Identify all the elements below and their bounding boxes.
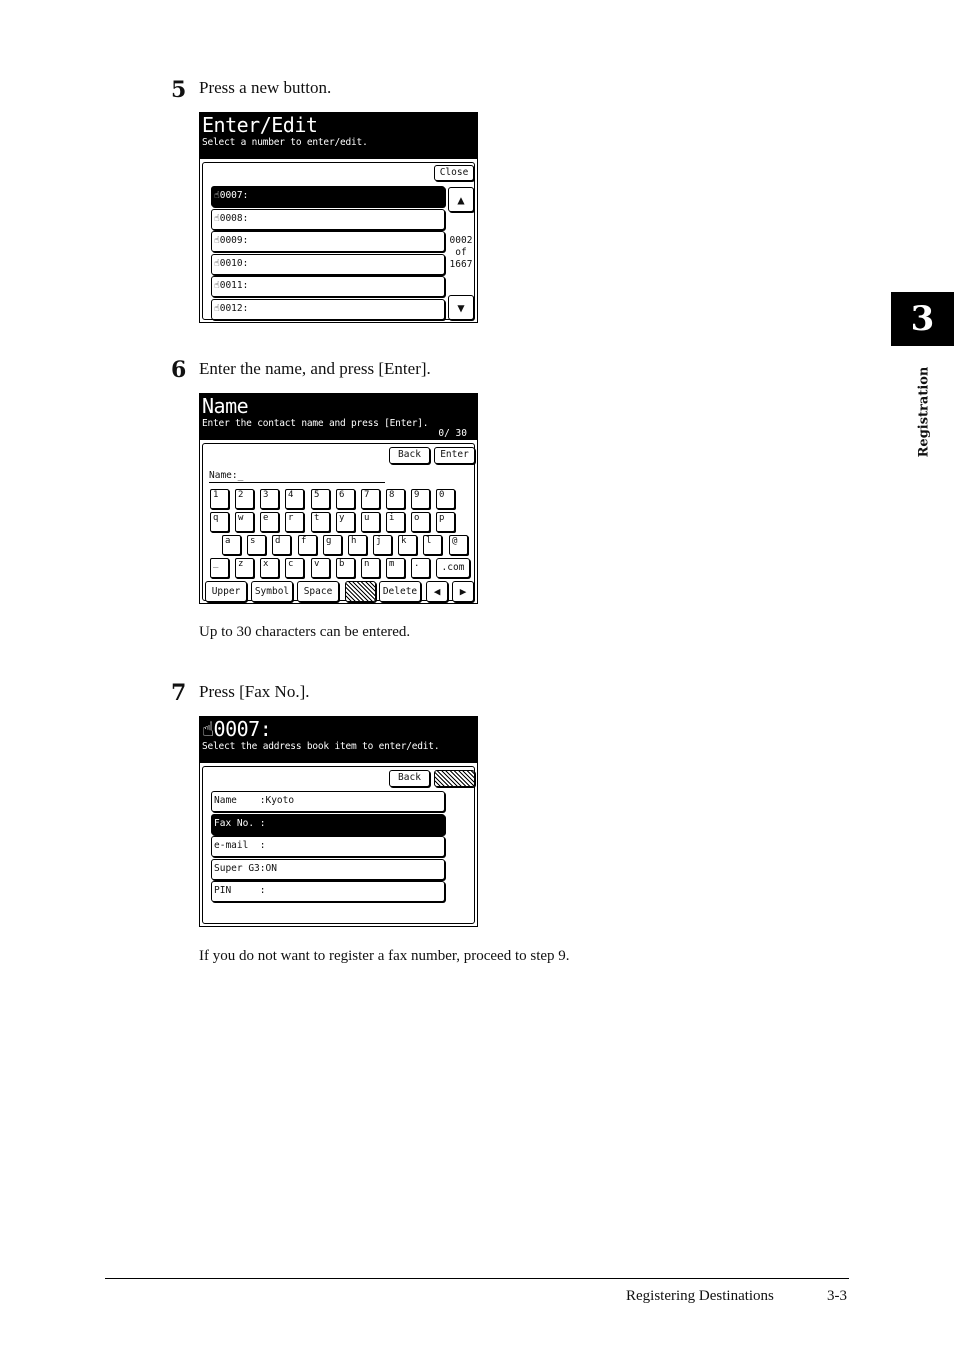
item-row-pin[interactable]: PIN : [211, 881, 445, 902]
name-input[interactable] [209, 470, 385, 483]
list-item-0011[interactable]: ☝0011: [211, 276, 445, 297]
hand-icon: ☝ [214, 258, 220, 269]
hand-icon: ☝ [214, 235, 220, 246]
left-arrow-icon: ◀ [433, 585, 441, 598]
key-f[interactable]: f [298, 535, 317, 555]
key-c[interactable]: c [285, 558, 304, 578]
item-row-email[interactable]: e-mail : [211, 836, 445, 857]
key-w[interactable]: w [235, 512, 254, 532]
right-arrow-icon: ▶ [459, 585, 467, 598]
key-2[interactable]: 2 [235, 489, 254, 509]
scroll-down-button[interactable] [448, 295, 474, 320]
screen-title: Enter/Edit [202, 113, 318, 137]
hand-icon: ☝ [214, 190, 220, 201]
hand-icon: ☝ [214, 303, 220, 314]
screen-body [202, 162, 475, 320]
item-row-super-g3[interactable]: Super G3:ON [211, 859, 445, 880]
key-m[interactable]: m [386, 558, 405, 578]
key-5[interactable]: 5 [311, 489, 330, 509]
step-text-5: Press a new button. [199, 78, 332, 97]
step-number-7: 7 [171, 680, 187, 706]
key-e[interactable]: e [260, 512, 279, 532]
note-step-7: If you do not want to register a fax number, proceed to step 9. [199, 948, 570, 964]
key-z[interactable]: z [235, 558, 254, 578]
key-s[interactable]: s [247, 535, 266, 555]
step-number-5: 5 [171, 77, 187, 103]
back-button[interactable]: Back [389, 770, 430, 787]
key-6[interactable]: 6 [336, 489, 355, 509]
key-7[interactable]: 7 [361, 489, 380, 509]
note-step-6: Up to 30 characters can be entered. [199, 624, 411, 640]
hand-icon: ☝ [214, 280, 220, 291]
step-text-7: Press [Fax No.]. [199, 682, 310, 701]
key-y[interactable]: y [336, 512, 355, 532]
screen-title: Name [202, 394, 249, 418]
down-arrow-icon: ▼ [457, 300, 465, 315]
key-k[interactable]: k [398, 535, 417, 555]
name-field-label: Name: [209, 470, 238, 481]
key-t[interactable]: t [311, 512, 330, 532]
disabled-button [434, 770, 475, 787]
key-j[interactable]: j [373, 535, 392, 555]
chapter-tab: 3 [891, 292, 954, 346]
screen-body [202, 766, 475, 924]
close-button[interactable]: Close [434, 165, 474, 181]
screen-header [200, 717, 477, 763]
dotcom-key[interactable]: .com [436, 558, 470, 578]
item-row-name[interactable]: Name :Kyoto [211, 791, 445, 812]
key-b[interactable]: b [336, 558, 355, 578]
key-at[interactable]: @ [449, 535, 468, 555]
key-period[interactable]: . [411, 558, 430, 578]
screen-subtitle: Select a number to enter/edit. [202, 137, 368, 148]
up-arrow-icon: ▲ [457, 192, 465, 207]
key-0[interactable]: 0 [436, 489, 455, 509]
name-entry-screen [199, 393, 478, 604]
key-d[interactable]: d [272, 535, 291, 555]
key-r[interactable]: r [285, 512, 304, 532]
key-n[interactable]: n [361, 558, 380, 578]
screen-header [200, 394, 477, 440]
symbol-button[interactable]: Symbol [251, 581, 293, 602]
cursor-left-button[interactable] [426, 581, 448, 602]
space-button[interactable]: Space [297, 581, 339, 602]
screen-subtitle: Enter the contact name and press [Enter]. [202, 418, 429, 429]
key-3[interactable]: 3 [260, 489, 279, 509]
list-item-0007[interactable]: ☝0007: [211, 186, 445, 207]
key-x[interactable]: x [260, 558, 279, 578]
footer-divider [105, 1278, 849, 1279]
key-u[interactable]: u [361, 512, 380, 532]
list-item-0012[interactable]: ☝0012: [211, 299, 445, 320]
key-p[interactable]: p [436, 512, 455, 532]
enter-edit-screen [199, 112, 478, 323]
hand-icon: ☝ [214, 213, 220, 224]
text-cursor: _ [237, 470, 244, 481]
list-item-0009[interactable]: ☝0009: [211, 231, 445, 252]
key-underscore[interactable]: _ [210, 558, 229, 578]
key-8[interactable]: 8 [386, 489, 405, 509]
key-i[interactable]: i [386, 512, 405, 532]
step-number-6: 6 [171, 357, 187, 383]
key-9[interactable]: 9 [411, 489, 430, 509]
screen-title: ☝0007: [202, 717, 272, 741]
list-item-0010[interactable]: ☝0010: [211, 254, 445, 275]
key-4[interactable]: 4 [285, 489, 304, 509]
key-h[interactable]: h [348, 535, 367, 555]
list-item-0008[interactable]: ☝0008: [211, 209, 445, 230]
cursor-right-button[interactable] [452, 581, 474, 602]
enter-button[interactable]: Enter [434, 447, 475, 464]
key-o[interactable]: o [411, 512, 430, 532]
screen-header [200, 113, 477, 159]
key-v[interactable]: v [311, 558, 330, 578]
disabled-key [345, 581, 376, 602]
footer-section: Registering Destinations [626, 1288, 774, 1304]
chapter-label: Registration [916, 366, 932, 458]
footer-page-number: 3-3 [827, 1288, 847, 1304]
page-indicator: 0002 of 1667 [449, 235, 473, 270]
key-g[interactable]: g [323, 535, 342, 555]
item-row-fax-no[interactable]: Fax No. : [211, 814, 445, 835]
screen-subtitle: Select the address book item to enter/edit. [202, 741, 440, 752]
key-q[interactable]: q [210, 512, 229, 532]
key-l[interactable]: l [423, 535, 442, 555]
hand-icon: ☝ [202, 717, 214, 741]
upper-button[interactable]: Upper [205, 581, 247, 602]
character-counter: 0/ 30 [438, 428, 467, 439]
screen-body [202, 443, 475, 601]
key-a[interactable]: a [222, 535, 241, 555]
back-button[interactable]: Back [389, 447, 430, 464]
scroll-up-button[interactable] [448, 187, 474, 212]
key-1[interactable]: 1 [210, 489, 229, 509]
delete-button[interactable]: Delete [379, 581, 421, 602]
address-item-screen [199, 716, 478, 927]
step-text-6: Enter the name, and press [Enter]. [199, 359, 431, 378]
